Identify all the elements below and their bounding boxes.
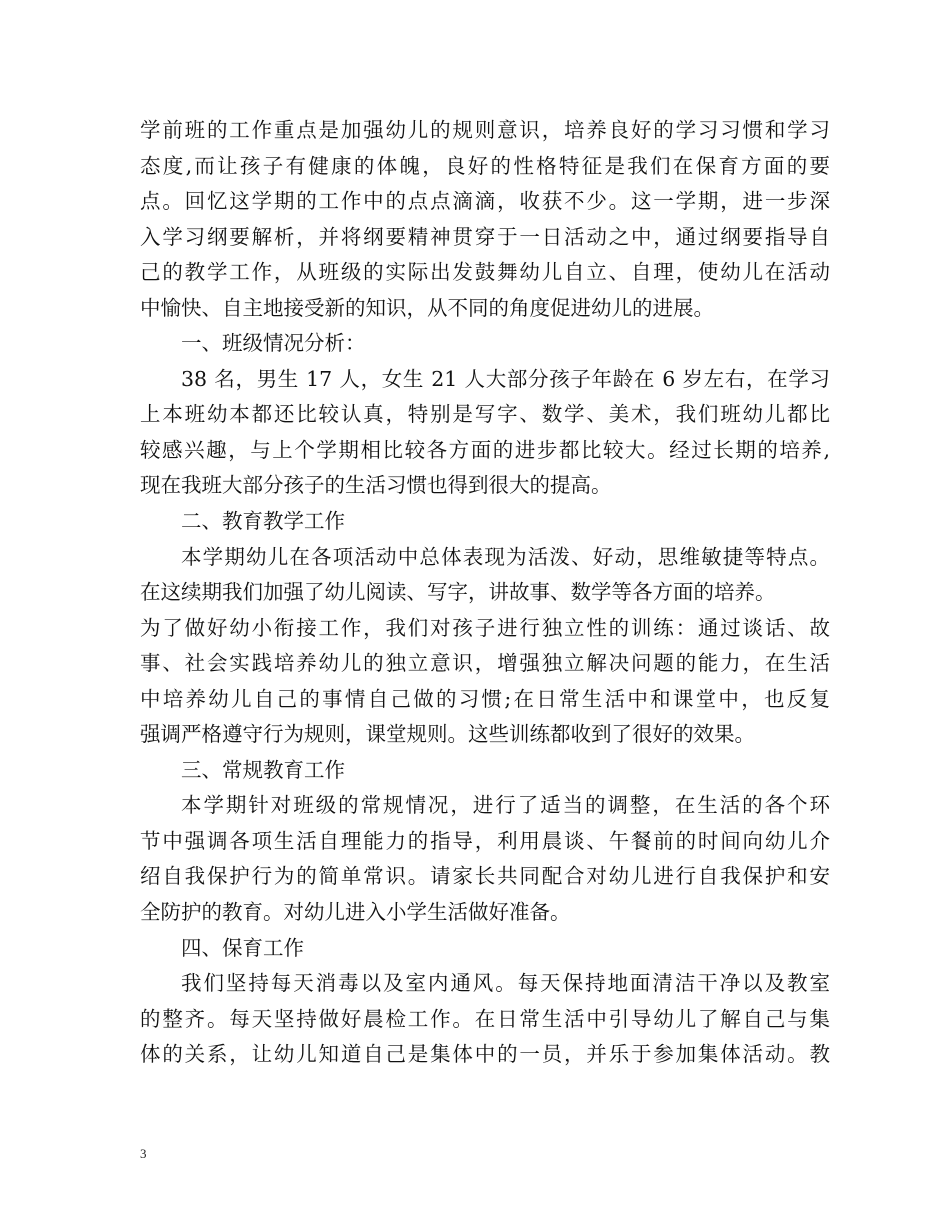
text-line: 三、常规教育工作 bbox=[181, 757, 345, 782]
text-line: 的整齐。每天坚持做好晨检工作。在日常生活中引导幼儿了解自己与集 bbox=[140, 1006, 830, 1031]
text-line: 中愉快、自主地接受新的知识，从不同的角度促进幼儿的进展。 bbox=[140, 295, 714, 320]
text-line: 全防护的教育。对幼儿进入小学生活做好准备。 bbox=[140, 900, 571, 925]
text-line: 在这续期我们加强了幼儿阅读、写字，讲故事、数学等各方面的培养。 bbox=[140, 580, 776, 605]
text-line: 较感兴趣，与上个学期相比较各方面的进步都比较大。经过长期的培养, bbox=[140, 437, 830, 462]
text-line: 点。回忆这学期的工作中的点点滴滴，收获不少。这一学期，进一步深 bbox=[140, 189, 830, 214]
text-line: 上本班幼本都还比较认真，特别是写字、数学、美术，我们班幼儿都比 bbox=[140, 402, 830, 427]
text-line: 节中强调各项生活自理能力的指导，利用晨谈、午餐前的时间向幼儿介 bbox=[140, 828, 830, 853]
text-line: 强调严格遵守行为规则，课堂规则。这些训练都收到了很好的效果。 bbox=[140, 722, 755, 747]
text-line: 己的教学工作，从班级的实际出发鼓舞幼儿自立、自理，使幼儿在活动 bbox=[140, 260, 830, 285]
text-line: 本学期针对班级的常规情况，进行了适当的调整，在生活的各个环 bbox=[181, 793, 830, 818]
text-line: 我们坚持每天消毒以及室内通风。每天保持地面清洁干净以及教室 bbox=[181, 971, 830, 996]
text-line: 现在我班大部分孩子的生活习惯也得到很大的提高。 bbox=[140, 473, 612, 498]
text-line: 本学期幼儿在各项活动中总体表现为活泼、好动，思维敏捷等特点。 bbox=[181, 544, 830, 569]
text-line: 38 名，男生 17 人，女生 21 人大部分孩子年龄在 6 岁左右，在学习 bbox=[181, 366, 830, 391]
text-line: 四、保育工作 bbox=[181, 935, 304, 960]
text-line: 态度,而让孩子有健康的体魄，良好的性格特征是我们在保育方面的要 bbox=[140, 153, 830, 178]
text-line: 绍自我保护行为的简单常识。请家长共同配合对幼儿进行自我保护和安 bbox=[140, 864, 830, 889]
text-line: 学前班的工作重点是加强幼儿的规则意识，培养良好的学习习惯和学习 bbox=[140, 118, 830, 142]
text-line: 入学习纲要解析，并将纲要精神贯穿于一日活动之中，通过纲要指导自 bbox=[140, 224, 830, 249]
text-line: 体的关系，让幼儿知道自己是集体中的一员，并乐于参加集体活动。教 bbox=[140, 1042, 830, 1067]
page-number: 3 bbox=[140, 1146, 147, 1161]
document-body bbox=[140, 113, 830, 1073]
text-line: 为了做好幼小衔接工作，我们对孩子进行独立性的训练：通过谈话、故 bbox=[140, 615, 830, 640]
text-line: 事、社会实践培养幼儿的独立意识，增强独立解决问题的能力，在生活 bbox=[140, 651, 830, 676]
text-line: 中培养幼儿自己的事情自己做的习惯;在日常生活中和课堂中，也反复 bbox=[140, 686, 830, 711]
text-line: 二、教育教学工作 bbox=[181, 509, 345, 534]
text-line: 一、班级情况分析： bbox=[181, 331, 366, 356]
